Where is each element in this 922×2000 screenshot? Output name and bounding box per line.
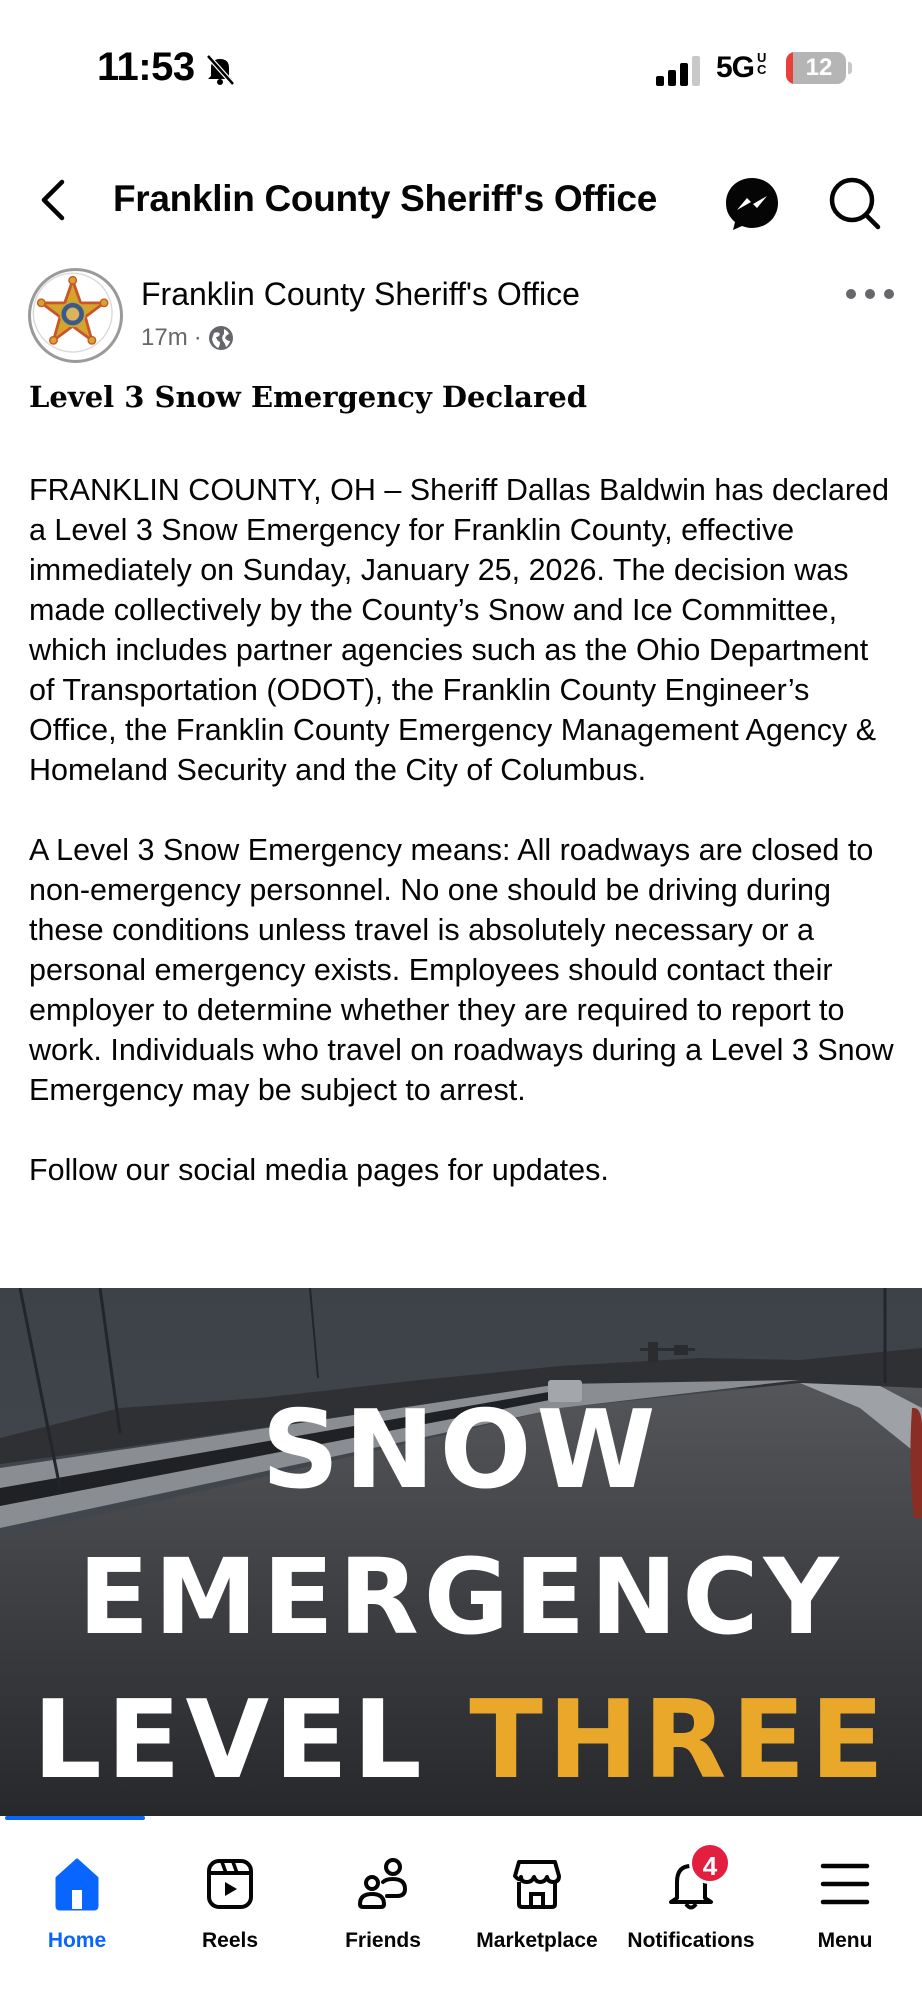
post-author[interactable]: Franklin County Sheriff's Office xyxy=(141,276,580,312)
globe-icon xyxy=(208,325,234,351)
image-text-level xyxy=(0,1678,922,1803)
battery-tip xyxy=(848,62,852,74)
nav-home[interactable] xyxy=(0,1836,154,1956)
menu-icon xyxy=(815,1854,875,1914)
notification-badge: 4 xyxy=(689,1842,731,1884)
nav-label: Friends xyxy=(345,1929,421,1952)
post-text xyxy=(29,470,901,1230)
nav-label: Marketplace xyxy=(476,1929,598,1952)
meta-separator: · xyxy=(193,324,202,351)
bottom-nav xyxy=(0,1816,922,2000)
sheriff-star-logo xyxy=(31,271,120,360)
post-heading: Level 3 Snow Emergency Declared xyxy=(29,380,587,414)
nav-marketplace[interactable] xyxy=(460,1836,614,1956)
page-title: Franklin County Sheriff's Office xyxy=(113,178,657,219)
reels-icon xyxy=(200,1854,260,1914)
page-header xyxy=(0,160,922,240)
nav-label: Reels xyxy=(201,1929,259,1952)
messenger-icon[interactable] xyxy=(722,174,782,234)
dot xyxy=(846,289,856,299)
post-time[interactable]: 17m xyxy=(141,324,188,351)
home-icon xyxy=(47,1854,107,1914)
signal-icon xyxy=(656,56,702,86)
active-tab-indicator xyxy=(5,1816,145,1820)
image-text-level-word: LEVEL xyxy=(32,1678,427,1803)
back-chevron-icon[interactable] xyxy=(30,170,80,230)
marketplace-icon xyxy=(507,1854,567,1914)
dot xyxy=(884,289,894,299)
avatar[interactable] xyxy=(28,268,123,363)
network-suffix: UC xyxy=(757,50,767,77)
status-bar xyxy=(0,0,922,130)
paragraph: A Level 3 Snow Emergency means: All roadways are closed to non-emergency personnel. No one should be driving during these conditions unless travel is absolutely necessary or a personal emergency exists. Employees should contact their employer to determine whether they are required to report to work. Individuals who travel on roadways during a Level 3 Snow Emergency may be subject to arrest. xyxy=(29,833,894,1107)
paragraph: Follow our social media pages for updates. xyxy=(29,1153,609,1187)
bell-slash-icon xyxy=(203,52,237,86)
friends-icon xyxy=(353,1854,413,1914)
bell-icon-wrap xyxy=(661,1851,721,1914)
search-icon[interactable] xyxy=(826,174,886,234)
image-text-snow: SNOW xyxy=(261,1388,661,1513)
nav-reels[interactable] xyxy=(153,1836,307,1956)
image-text-emergency: EMERGENCY xyxy=(78,1536,844,1658)
paragraph: FRANKLIN COUNTY, OH – Sheriff Dallas Baldwin has declared a Level 3 Snow Emergency for Franklin County, effective immediately on Sunday, January 25, 2026. The decision was made collectively by the County’s Snow and Ice Committee, which includes partner agencies such as the Ohio Department of Transportation (ODOT), the Franklin County Engineer’s Office, the Franklin County Emergency Management Agency & Homeland Security and the City of Columbus. xyxy=(29,473,889,787)
nav-label: Menu xyxy=(817,1929,873,1952)
more-options-button[interactable] xyxy=(846,280,894,308)
nav-menu[interactable] xyxy=(768,1836,922,1956)
nav-friends[interactable] xyxy=(306,1836,460,1956)
image-text-three: THREE xyxy=(469,1678,890,1803)
network-type: 5G xyxy=(716,51,755,84)
post-image[interactable] xyxy=(0,1288,922,1816)
status-time: 11:53 xyxy=(97,45,195,89)
dot xyxy=(865,289,875,299)
battery-icon xyxy=(786,52,846,84)
post-meta xyxy=(141,324,234,352)
nav-label: Home xyxy=(47,1929,107,1952)
battery-percent: 12 xyxy=(805,54,833,81)
nav-notifications[interactable] xyxy=(614,1836,768,1956)
nav-label: Notifications xyxy=(627,1929,755,1952)
